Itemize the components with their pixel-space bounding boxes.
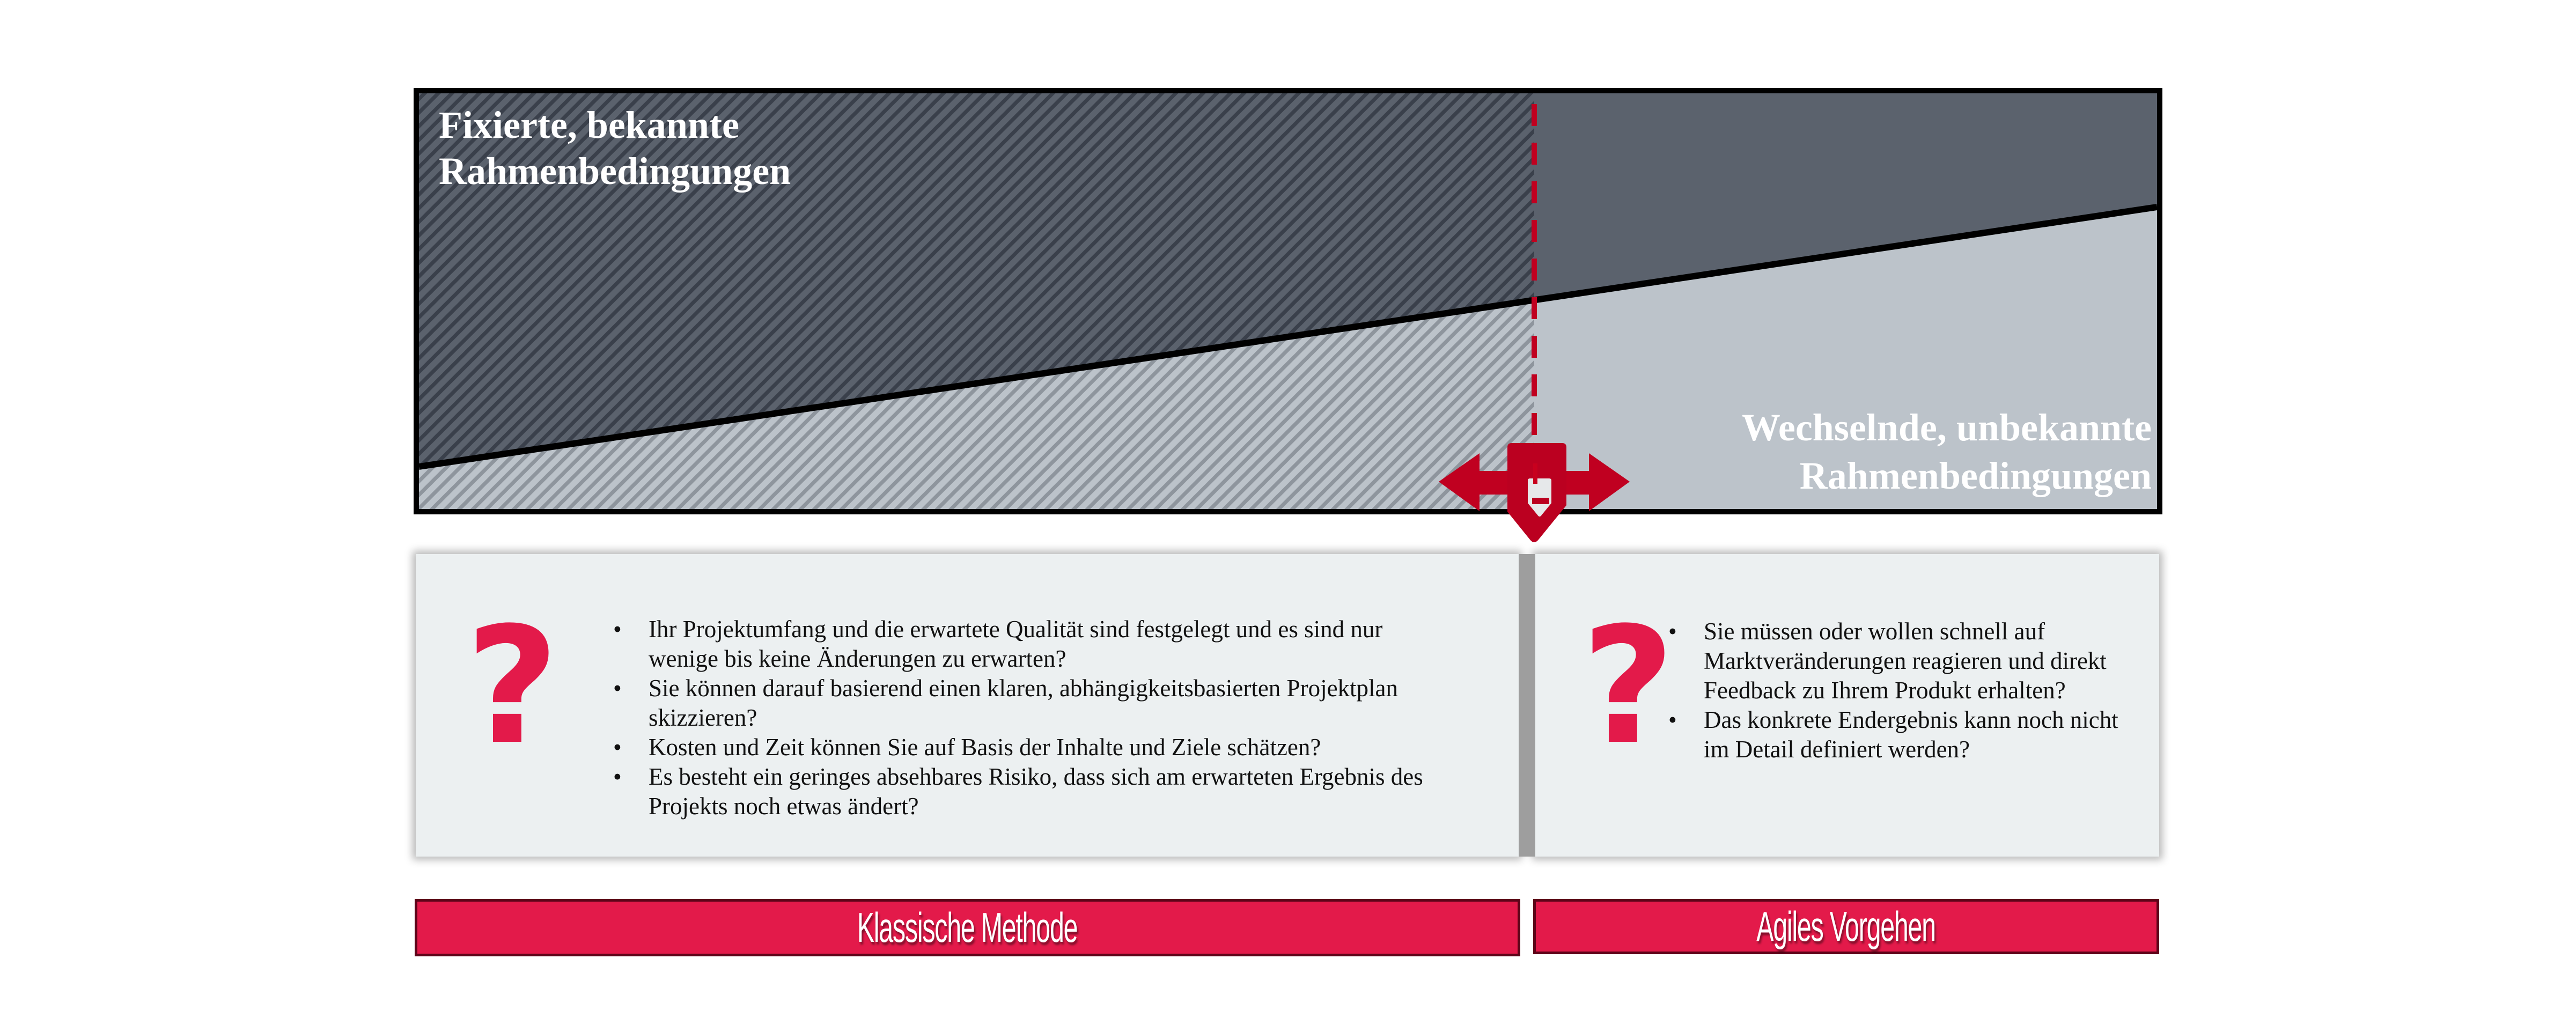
list-item: • Ihr Projektumfang und die erwartete Qualität sind festgelegt und es sind nur wenige bis keine Änderungen zu erwarten? (613, 615, 1450, 674)
classic-method-label: Klassische Methode (857, 904, 1078, 951)
classic-method-banner (415, 899, 1520, 956)
fixed-constraints-label-line1: Fixierte, bekannte (439, 104, 739, 146)
fixed-constraints-label (439, 102, 791, 194)
list-item: • Sie können darauf basierend einen klaren, abhängigkeitsbasierten Projektplan skizzieren? (613, 674, 1450, 733)
question-mark-icon: ? (466, 593, 560, 780)
box-divider (1519, 554, 1535, 857)
changing-constraints-label (1742, 403, 2152, 500)
list-item: • Sie müssen oder wollen schnell auf Marktveränderungen reagieren und direkt Feedback zu Ihrem Produkt erhalten? (1668, 617, 2140, 705)
changing-constraints-label-line1: Wechselnde, unbekannte (1741, 406, 2152, 449)
agile-approach-banner (1533, 899, 2159, 954)
agile-criteria-list (1668, 617, 2140, 764)
list-item: • Kosten und Zeit können Sie auf Basis der Inhalte und Ziele schätzen? (613, 733, 1450, 762)
split-marker-icon (1438, 440, 1631, 563)
classic-criteria-list (613, 615, 1450, 821)
list-item: • Es besteht ein geringes absehbares Risiko, dass sich am erwarteten Ergebnis des Projekts noch etwas ändert? (613, 762, 1450, 821)
question-mark-icon: ? (1581, 593, 1675, 780)
list-item: • Das konkrete Endergebnis kann noch nicht im Detail definiert werden? (1668, 705, 2140, 764)
fixed-constraints-label-line2: Rahmenbedingungen (439, 150, 791, 193)
changing-constraints-label-line2: Rahmenbedingungen (1799, 454, 2152, 497)
agile-approach-label: Agiles Vorgehen (1756, 903, 1936, 950)
arrow-left-icon (1439, 453, 1517, 511)
